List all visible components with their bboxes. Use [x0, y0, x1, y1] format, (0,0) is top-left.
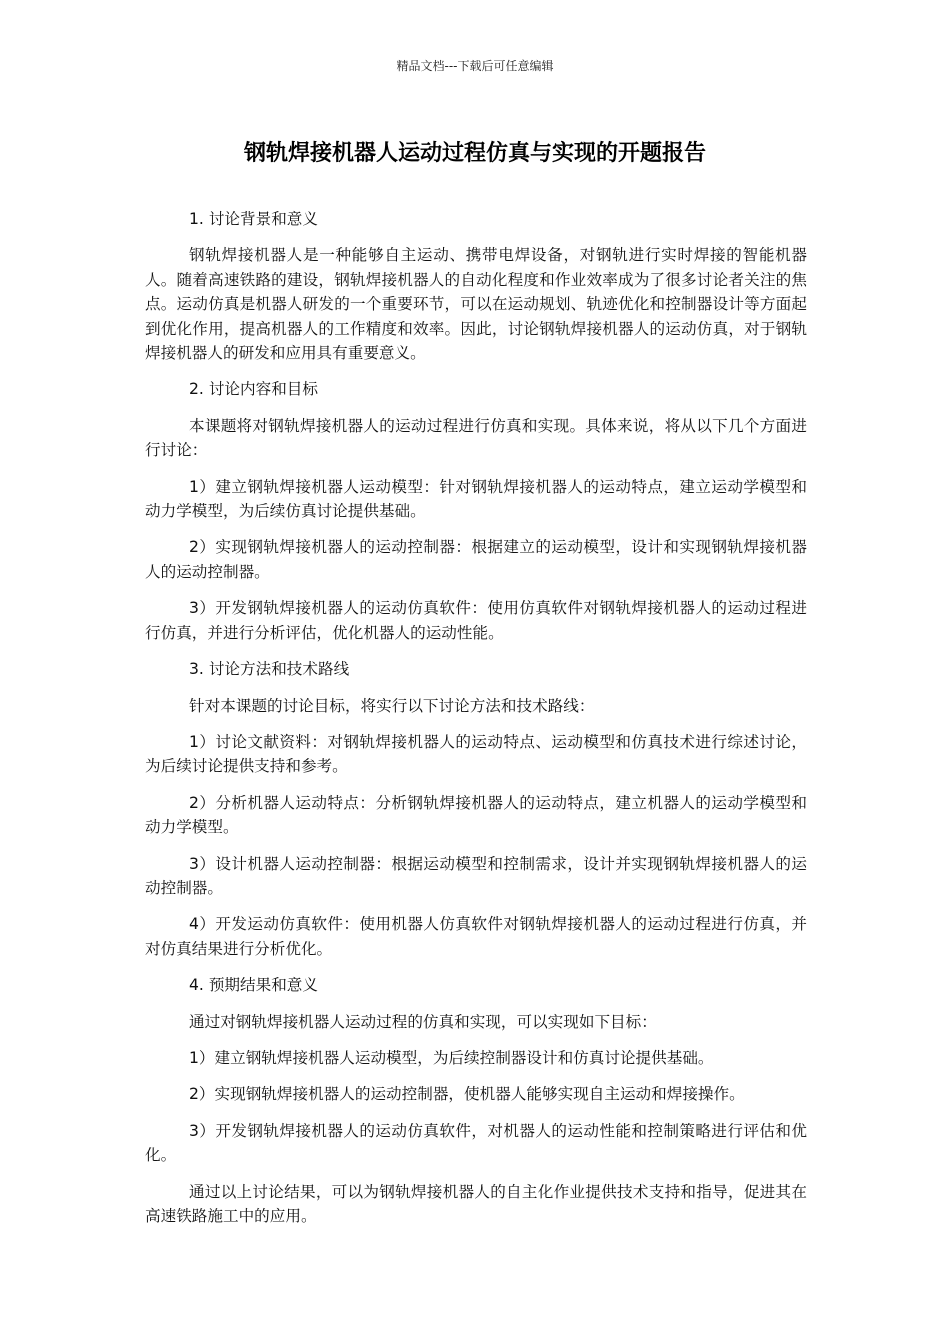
list-item-content-1: 1）建立钢轨焊接机器人运动模型：针对钢轨焊接机器人的运动特点，建立运动学模型和动力学模型，为后续仿真讨论提供基础。: [145, 477, 807, 521]
list-item-results-2: 2）实现钢轨焊接机器人的运动控制器，使机器人能够实现自主运动和焊接操作。: [189, 1085, 745, 1104]
list-item-methods-2: 2）分析机器人运动特点：分析钢轨焊接机器人的运动特点，建立机器人的运动学模型和动力学模型。: [145, 793, 807, 837]
list-item-methods-3: 3）设计机器人运动控制器：根据运动模型和控制需求，设计并实现钢轨焊接机器人的运动控制器。: [145, 854, 807, 897]
paragraph-results-intro: 通过对钢轨焊接机器人运动过程的仿真和实现，可以实现如下目标：: [189, 1012, 657, 1031]
section-heading-results: 4. 预期结果和意义: [189, 976, 318, 995]
list-item-methods-4: 4）开发运动仿真软件：使用机器人仿真软件对钢轨焊接机器人的运动过程进行仿真，并对仿真结果进行分析优化。: [145, 915, 807, 958]
list-item-results-3: 3）开发钢轨焊接机器人的运动仿真软件，对机器人的运动性能和控制策略进行评估和优化。: [145, 1121, 807, 1165]
paragraph-background: 钢轨焊接机器人是一种能够自主运动、携带电焊设备，对钢轨进行实时焊接的智能机器人。随着高速铁路的建设，钢轨焊接机器人的自动化程度和作业效率成为了很多讨论者关注的焦点。运动仿真是机器人研发的一个重要环节，可以在运动规划、轨迹优化和控制器设计等方面起到优化作用，提高机器人的工作精度和效率。因此，讨论钢轨焊接机器人的运动仿真，对于钢轨焊接机器人的研发和应用具有重要意义。: [145, 246, 807, 363]
list-item-content-3: 3）开发钢轨焊接机器人的运动仿真软件：使用仿真软件对钢轨焊接机器人的运动过程进行仿真，并进行分析评估，优化机器人的运动性能。: [145, 599, 807, 642]
document-body: [145, 207, 807, 1240]
paragraph-methods-intro: 针对本课题的讨论目标，将实行以下讨论方法和技术路线：: [189, 696, 595, 715]
section-heading-background: 1. 讨论背景和意义: [189, 210, 318, 228]
paragraph-conclusion: 通过以上讨论结果，可以为钢轨焊接机器人的自主化作业提供技术支持和指导，促进其在高速铁路施工中的应用。: [145, 1182, 807, 1225]
paragraph-content-intro: 本课题将对钢轨焊接机器人的运动过程进行仿真和实现。具体来说，将从以下几个方面进行讨论：: [145, 416, 807, 460]
section-heading-content-goals: 2. 讨论内容和目标: [189, 380, 318, 399]
list-item-methods-1: 1）讨论文献资料：对钢轨焊接机器人的运动特点、运动模型和仿真技术进行综述讨论，为后续讨论提供支持和参考。: [145, 732, 807, 776]
header-note: 精品文档---下载后可任意编辑: [396, 59, 554, 73]
list-item-content-2: 2）实现钢轨焊接机器人的运动控制器：根据建立的运动模型，设计和实现钢轨焊接机器人的运动控制器。: [145, 538, 807, 581]
section-heading-methods: 3. 讨论方法和技术路线: [189, 660, 350, 679]
list-item-results-1: 1）建立钢轨焊接机器人运动模型，为后续控制器设计和仿真讨论提供基础。: [189, 1048, 714, 1067]
document-title: 钢轨焊接机器人运动过程仿真与实现的开题报告: [243, 141, 706, 166]
